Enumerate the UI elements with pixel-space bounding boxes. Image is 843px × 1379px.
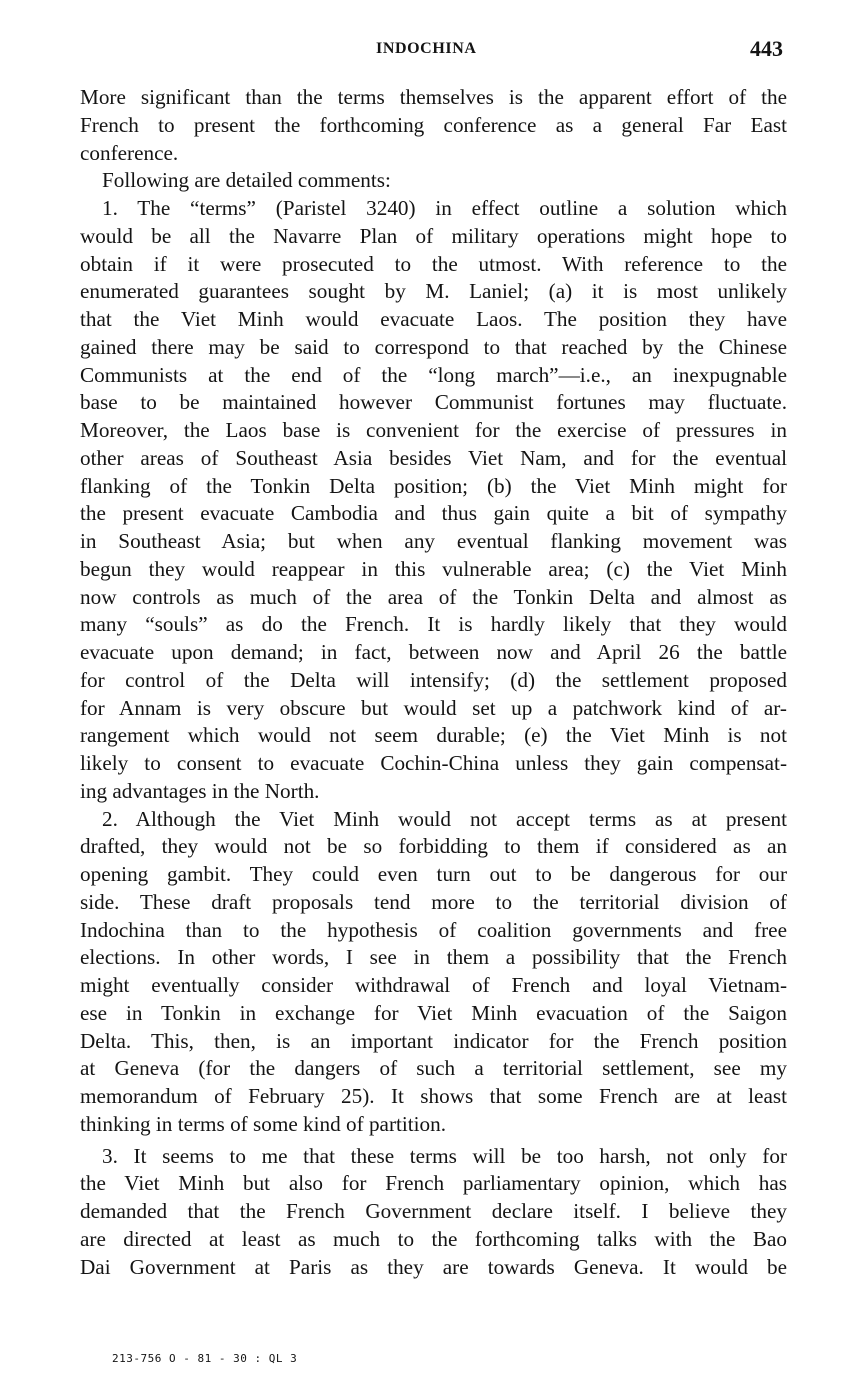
text-line: 2. Although the Viet Minh would not accept terms as at present [102, 806, 787, 831]
text-line: base to be maintained however Communist fortunes may fluctuate. [80, 390, 787, 415]
paragraph [80, 195, 787, 806]
text-line: that the Viet Minh would evacuate Laos. The position they have [80, 307, 787, 331]
text-line: enumerated guarantees sought by M. Laniel; (a) it is most unlikely [80, 279, 787, 304]
text-line: would be all the Navarre Plan of military operations might hope to [80, 223, 787, 248]
text-line: ing advantages in the North. [80, 778, 320, 803]
text-line: the Viet Minh but also for French parliamentary opinion, which has [80, 1171, 787, 1196]
running-head: INDOCHINA [376, 40, 477, 57]
text-line: gained there may be said to correspond to that reached by the Chinese [80, 334, 787, 359]
text-line: ese in Tonkin in exchange for Viet Minh evacuation of the Saigon [80, 1000, 787, 1025]
text-line: at Geneva (for the dangers of such a territorial settlement, see my [80, 1056, 787, 1081]
text-line: elections. In other words, I see in them a possibility that the French [80, 945, 787, 970]
text-line: Delta. This, then, is an important indicator for the French position [80, 1028, 787, 1053]
text-line: Following are detailed comments: [102, 168, 391, 193]
text-line: Moreover, the Laos base is convenient for the exercise of pressures in [80, 418, 787, 442]
text-line: in Southeast Asia; but when any eventual flanking movement was [80, 529, 787, 553]
text-line: evacuate upon demand; in fact, between now and April 26 the battle [80, 640, 787, 664]
body-text [80, 84, 787, 1281]
paragraph [80, 167, 787, 195]
text-line: Communists at the end of the “long march”—i.e., an inexpugnable [80, 362, 787, 387]
text-line: conference. [80, 140, 179, 165]
text-line: flanking of the Tonkin Delta position; (b) the Viet Minh might for [80, 473, 787, 498]
text-line: French to present the forthcoming conference as a general Far East [80, 112, 787, 137]
text-line: other areas of Southeast Asia besides Viet Nam, and for the eventual [80, 445, 787, 470]
text-line: More significant than the terms themselves is the apparent effort of the [80, 85, 787, 109]
page-number: 443 [750, 36, 783, 61]
text-line: the present evacuate Cambodia and thus gain quite a bit of sympathy [80, 501, 787, 526]
text-line: memorandum of February 25). It shows that some French are at least [80, 1084, 787, 1108]
text-line: demanded that the French Government declare itself. I believe they [80, 1199, 787, 1223]
paragraph [80, 806, 787, 1139]
text-line: likely to consent to evacuate Cochin-China unless they gain compensat- [80, 751, 787, 775]
text-line: Dai Government at Paris as they are towards Geneva. It would be [80, 1254, 787, 1279]
paragraph [80, 84, 787, 167]
footer-print-code: 213-756 O - 81 - 30 : QL 3 [112, 1352, 298, 1365]
text-line: begun they would reappear in this vulnerable area; (c) the Viet Minh [80, 556, 787, 581]
text-line: Indochina than to the hypothesis of coalition governments and free [80, 917, 787, 942]
text-line: 1. The “terms” (Paristel 3240) in effect outline a solution which [102, 196, 787, 220]
paragraph [80, 1143, 787, 1282]
text-line: opening gambit. They could even turn out to be dangerous for our [80, 862, 787, 886]
text-line: rangement which would not seem durable; (e) the Viet Minh is not [80, 723, 787, 748]
text-line: 3. It seems to me that these terms will be too harsh, not only for [102, 1143, 787, 1168]
text-line: side. These draft proposals tend more to the territorial division of [80, 889, 787, 914]
text-line: thinking in terms of some kind of partition. [80, 1111, 447, 1136]
text-line: for Annam is very obscure but would set up a patchwork kind of ar- [80, 695, 787, 720]
text-line: drafted, they would not be so forbidding to them if considered as an [80, 834, 787, 859]
text-line: many “souls” as do the French. It is hardly likely that they would [80, 612, 787, 637]
text-line: are directed at least as much to the forthcoming talks with the Bao [80, 1226, 787, 1251]
text-line: for control of the Delta will intensify; (d) the settlement proposed [80, 667, 787, 692]
text-line: obtain if it were prosecuted to the utmost. With reference to the [80, 251, 787, 276]
text-line: might eventually consider withdrawal of French and loyal Vietnam- [80, 973, 787, 997]
text-line: now controls as much of the area of the Tonkin Delta and almost as [80, 584, 787, 609]
